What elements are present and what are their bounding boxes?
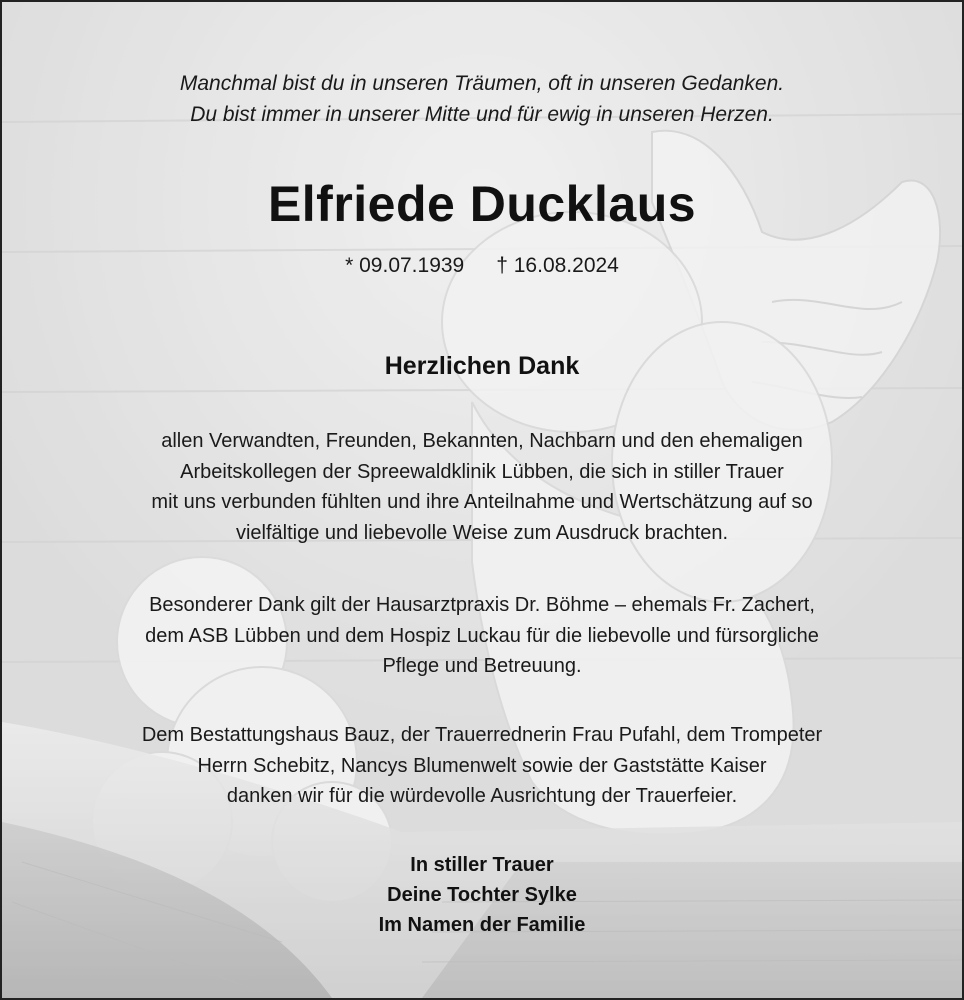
motto-line: Manchmal bist du in unseren Träumen, oft in unseren Gedanken. [179, 72, 785, 95]
life-dates [42, 252, 922, 280]
thanks-paragraph-relatives [22, 426, 942, 548]
signoff-line: Deine Tochter Sylke [387, 884, 577, 906]
motto-verse [42, 68, 922, 130]
paragraph-line: danken wir für die würdevolle Ausrichtung der Trauerfeier. [226, 785, 738, 807]
paragraph-line: Dem Bestattungshaus Bauz, der Trauerrednerin Frau Pufahl, dem Trompeter [141, 724, 823, 746]
paragraph-line: vielfältige und liebevolle Weise zum Ausdruck brachten. [235, 521, 729, 544]
thanks-heading: Herzlichen Dank [384, 352, 580, 380]
thanks-paragraph-care [22, 590, 942, 682]
paragraph-line: Herrn Schebitz, Nancys Blumenwelt sowie der Gaststätte Kaiser [197, 754, 767, 777]
death-date: † 16.08.2024 [496, 254, 619, 277]
birth-date: * 09.07.1939 [345, 254, 465, 277]
signoff-line: Im Namen der Familie [378, 914, 586, 936]
paragraph-line: dem ASB Lübben und dem Hospiz Luckau für die liebevolle und fürsorgliche [145, 624, 819, 647]
signoff-line: In stiller Trauer [410, 854, 554, 876]
motto-line: Du bist immer in unserer Mitte und für ewig in unseren Herzen. [190, 103, 774, 126]
thanks-paragraph-funeral [22, 720, 942, 812]
paragraph-line: Pflege und Betreuung. [382, 655, 582, 677]
deceased-name: Elfriede Ducklaus [267, 176, 697, 232]
paragraph-line: Besonderer Dank gilt der Hausarztpraxis Dr. Böhme – ehemals Fr. Zachert, [149, 594, 815, 616]
signoff [42, 850, 922, 940]
obituary-text [2, 2, 962, 998]
paragraph-line: Arbeitskollegen der Spreewaldklinik Lübben, die sich in stiller Trauer [180, 460, 784, 483]
paragraph-line: mit uns verbunden fühlten und ihre Anteilnahme und Wertschätzung auf so [151, 491, 813, 513]
paragraph-line: allen Verwandten, Freunden, Bekannten, Nachbarn und den ehemaligen [161, 430, 803, 452]
